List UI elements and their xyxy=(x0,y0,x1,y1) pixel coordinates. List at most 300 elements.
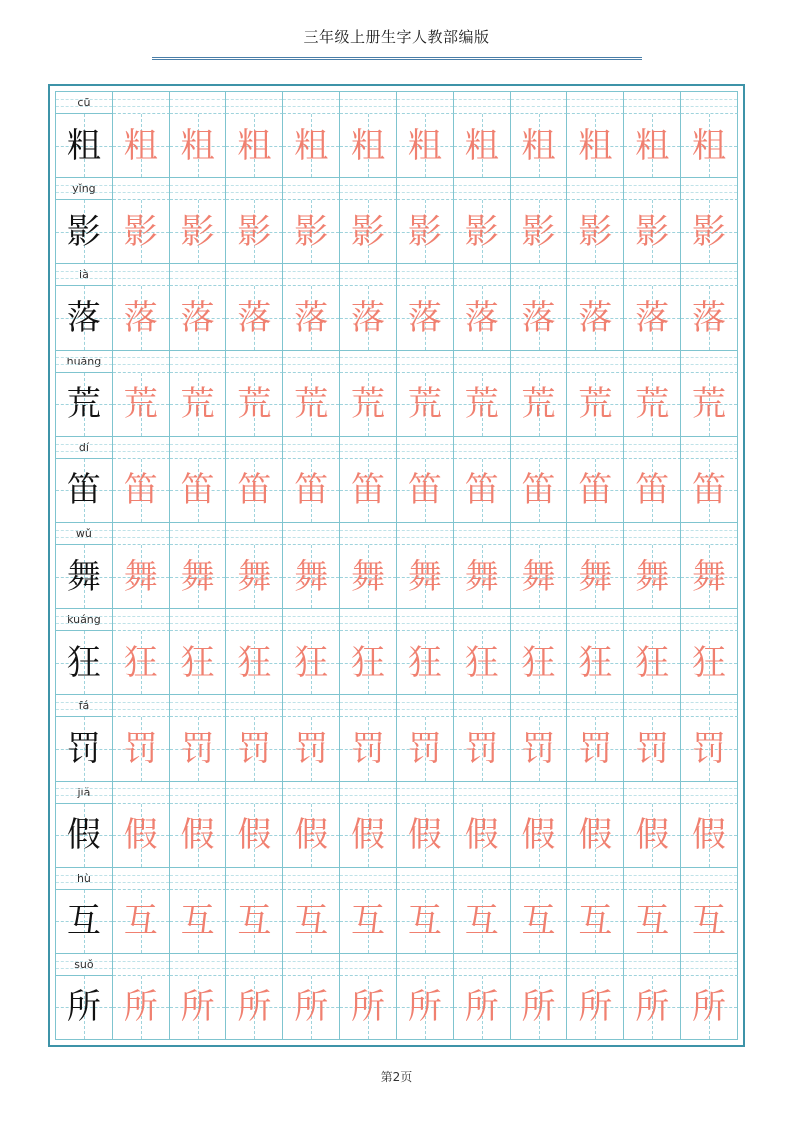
trace-character-cell xyxy=(567,890,624,954)
pinyin-blank-cell xyxy=(624,523,681,545)
pinyin-guide-line xyxy=(681,709,737,710)
pinyin-guide-line xyxy=(454,357,510,358)
pinyin-guide-line xyxy=(113,882,169,883)
pinyin-guide-line xyxy=(283,278,339,279)
trace-character-cell xyxy=(226,890,283,954)
pinyin-guide-line xyxy=(113,795,169,796)
pinyin-guide-line xyxy=(624,537,680,538)
trace-character-cell xyxy=(226,717,283,781)
trace-character: 狂 xyxy=(464,642,499,683)
pinyin-guide-line xyxy=(624,364,680,365)
trace-character-cell xyxy=(170,804,227,868)
pinyin-guide-line xyxy=(567,882,623,883)
pinyin-guide-line xyxy=(681,702,737,703)
trace-character-cell xyxy=(113,373,170,437)
pinyin-guide-line xyxy=(170,709,226,710)
pinyin-guide-line xyxy=(567,795,623,796)
pinyin-blank-cell xyxy=(170,609,227,631)
trace-character-cell xyxy=(340,545,397,609)
pinyin-guide-line xyxy=(56,537,112,538)
trace-character-cell xyxy=(226,804,283,868)
pinyin-guide-line xyxy=(681,444,737,445)
pinyin-text: kuáng xyxy=(67,613,101,627)
pinyin-guide-line xyxy=(170,702,226,703)
pinyin-blank-cell xyxy=(226,609,283,631)
pinyin-strip xyxy=(56,437,738,459)
pinyin-guide-line xyxy=(283,968,339,969)
pinyin-blank-cell xyxy=(624,954,681,976)
pinyin-blank-cell xyxy=(113,351,170,373)
pinyin-blank-cell xyxy=(511,695,568,717)
pinyin-guide-line xyxy=(340,875,396,876)
trace-character: 狂 xyxy=(123,642,158,683)
trace-character: 假 xyxy=(237,815,272,856)
title-divider xyxy=(152,57,642,60)
trace-character-cell xyxy=(511,804,568,868)
pinyin-guide-line xyxy=(624,702,680,703)
pinyin-guide-line xyxy=(113,106,169,107)
practice-row xyxy=(56,954,738,1040)
trace-character-cell xyxy=(567,373,624,437)
pinyin-blank-cell xyxy=(170,92,227,114)
practice-row xyxy=(56,695,738,781)
pinyin-guide-line xyxy=(511,364,567,365)
trace-character-cell xyxy=(340,286,397,350)
pinyin-guide-line xyxy=(340,795,396,796)
pinyin-guide-line xyxy=(454,278,510,279)
trace-character-cell xyxy=(226,631,283,695)
pinyin-guide-line xyxy=(340,537,396,538)
pinyin-guide-line xyxy=(681,530,737,531)
pinyin-guide-line xyxy=(170,623,226,624)
pinyin-guide-line xyxy=(56,875,112,876)
pinyin-guide-line xyxy=(681,192,737,193)
trace-character-cell xyxy=(170,890,227,954)
trace-character-cell xyxy=(511,459,568,523)
trace-character: 笛 xyxy=(180,470,215,511)
pinyin-blank-cell xyxy=(283,523,340,545)
pinyin-guide-line xyxy=(681,961,737,962)
pinyin-guide-line xyxy=(340,623,396,624)
pinyin-guide-line xyxy=(283,537,339,538)
pinyin-blank-cell xyxy=(283,868,340,890)
trace-character: 粗 xyxy=(237,125,272,166)
pinyin-blank-cell xyxy=(283,782,340,804)
pinyin-text: jiǎ xyxy=(77,785,91,799)
character-strip xyxy=(56,631,738,695)
pinyin-guide-line xyxy=(56,961,112,962)
pinyin-guide-line xyxy=(567,357,623,358)
pinyin-guide-line xyxy=(567,788,623,789)
trace-character-cell xyxy=(283,459,340,523)
trace-character: 影 xyxy=(464,211,499,252)
trace-character-cell xyxy=(113,631,170,695)
pinyin-guide-line xyxy=(113,961,169,962)
pinyin-guide-line xyxy=(113,451,169,452)
pinyin-guide-line xyxy=(226,961,282,962)
trace-character-cell xyxy=(681,373,738,437)
pinyin-blank-cell xyxy=(340,954,397,976)
trace-character-cell xyxy=(397,286,454,350)
pinyin-blank-cell xyxy=(340,437,397,459)
pinyin-strip xyxy=(56,609,738,631)
trace-character-cell xyxy=(681,200,738,264)
trace-character: 罚 xyxy=(180,728,215,769)
trace-character: 落 xyxy=(123,297,158,338)
pinyin-guide-line xyxy=(397,709,453,710)
trace-character: 假 xyxy=(578,815,613,856)
trace-character: 所 xyxy=(521,987,556,1028)
trace-character: 舞 xyxy=(123,556,158,597)
trace-character: 假 xyxy=(635,815,670,856)
page-title-text: 三年级上册生字人教部编版 xyxy=(303,28,490,46)
pinyin-text: wǔ xyxy=(75,526,92,540)
trace-character-cell xyxy=(624,459,681,523)
pinyin-guide-line xyxy=(283,357,339,358)
trace-character-cell xyxy=(397,200,454,264)
trace-character: 影 xyxy=(521,211,556,252)
practice-row xyxy=(56,92,738,178)
trace-character: 假 xyxy=(294,815,329,856)
trace-character-cell xyxy=(454,114,511,178)
pinyin-guide-line xyxy=(397,192,453,193)
pinyin-guide-line xyxy=(113,709,169,710)
trace-character-cell xyxy=(567,459,624,523)
pinyin-guide-line xyxy=(511,271,567,272)
trace-character: 笛 xyxy=(464,470,499,511)
pinyin-blank-cell xyxy=(113,437,170,459)
trace-character-cell xyxy=(397,373,454,437)
pinyin-blank-cell xyxy=(113,609,170,631)
pinyin-guide-line xyxy=(454,192,510,193)
pinyin-blank-cell xyxy=(397,523,454,545)
pinyin-guide-line xyxy=(56,271,112,272)
pinyin-guide-line xyxy=(226,271,282,272)
trace-character: 落 xyxy=(521,297,556,338)
pinyin-guide-line xyxy=(681,788,737,789)
trace-character: 互 xyxy=(464,901,499,942)
model-character: 落 xyxy=(66,297,101,338)
pinyin-guide-line xyxy=(454,444,510,445)
pinyin-guide-line xyxy=(567,271,623,272)
pinyin-guide-line xyxy=(283,364,339,365)
pinyin-guide-line xyxy=(226,530,282,531)
pinyin-guide-line xyxy=(170,616,226,617)
pinyin-guide-line xyxy=(567,451,623,452)
pinyin-blank-cell xyxy=(283,609,340,631)
pinyin-blank-cell xyxy=(283,92,340,114)
pinyin-guide-line xyxy=(624,444,680,445)
character-strip xyxy=(56,890,738,954)
pinyin-blank-cell xyxy=(511,868,568,890)
pinyin-guide-line xyxy=(170,882,226,883)
trace-character: 狂 xyxy=(351,642,386,683)
trace-character: 粗 xyxy=(521,125,556,166)
trace-character: 影 xyxy=(237,211,272,252)
pinyin-guide-line xyxy=(340,788,396,789)
trace-character-cell xyxy=(397,631,454,695)
pinyin-blank-cell xyxy=(681,351,738,373)
trace-character-cell xyxy=(283,545,340,609)
pinyin-guide-line xyxy=(397,530,453,531)
pinyin-guide-line xyxy=(397,444,453,445)
pinyin-guide-line xyxy=(624,788,680,789)
trace-character: 荒 xyxy=(692,384,727,425)
trace-character: 影 xyxy=(635,211,670,252)
pinyin-guide-line xyxy=(454,106,510,107)
pinyin-guide-line xyxy=(397,702,453,703)
pinyin-label-cell xyxy=(56,437,113,459)
pinyin-blank-cell xyxy=(454,437,511,459)
pinyin-guide-line xyxy=(511,702,567,703)
character-strip xyxy=(56,717,738,781)
pinyin-guide-line xyxy=(681,451,737,452)
pinyin-guide-line xyxy=(681,623,737,624)
pinyin-blank-cell xyxy=(226,523,283,545)
pinyin-blank-cell xyxy=(283,178,340,200)
pinyin-blank-cell xyxy=(340,178,397,200)
pinyin-guide-line xyxy=(340,702,396,703)
pinyin-guide-line xyxy=(226,875,282,876)
trace-character: 假 xyxy=(407,815,442,856)
model-character: 粗 xyxy=(66,125,101,166)
pinyin-guide-line xyxy=(454,968,510,969)
pinyin-guide-line xyxy=(397,271,453,272)
pinyin-blank-cell xyxy=(681,954,738,976)
pinyin-guide-line xyxy=(56,968,112,969)
page-footer: 第2页 xyxy=(380,1070,413,1084)
trace-character: 荒 xyxy=(123,384,158,425)
trace-character-cell xyxy=(454,545,511,609)
pinyin-guide-line xyxy=(283,444,339,445)
trace-character-cell xyxy=(170,545,227,609)
model-character-cell xyxy=(56,890,113,954)
trace-character: 舞 xyxy=(464,556,499,597)
trace-character: 落 xyxy=(578,297,613,338)
pinyin-blank-cell xyxy=(681,695,738,717)
trace-character-cell xyxy=(113,459,170,523)
trace-character: 影 xyxy=(351,211,386,252)
pinyin-label-cell xyxy=(56,92,113,114)
pinyin-blank-cell xyxy=(567,695,624,717)
pinyin-blank-cell xyxy=(397,437,454,459)
pinyin-guide-line xyxy=(340,364,396,365)
trace-character: 罚 xyxy=(294,728,329,769)
trace-character: 罚 xyxy=(237,728,272,769)
pinyin-guide-line xyxy=(624,192,680,193)
pinyin-guide-line xyxy=(397,278,453,279)
pinyin-guide-line xyxy=(113,271,169,272)
pinyin-blank-cell xyxy=(340,351,397,373)
pinyin-guide-line xyxy=(170,192,226,193)
pinyin-guide-line xyxy=(624,882,680,883)
trace-character: 粗 xyxy=(464,125,499,166)
trace-character-cell xyxy=(283,631,340,695)
pinyin-blank-cell xyxy=(113,264,170,286)
trace-character-cell xyxy=(511,114,568,178)
character-strip xyxy=(56,976,738,1040)
pinyin-guide-line xyxy=(283,709,339,710)
pinyin-guide-line xyxy=(681,364,737,365)
trace-character-cell xyxy=(511,286,568,350)
trace-character: 狂 xyxy=(407,642,442,683)
pinyin-strip xyxy=(56,954,738,976)
trace-character-cell xyxy=(226,114,283,178)
trace-character: 粗 xyxy=(407,125,442,166)
trace-character-cell xyxy=(283,286,340,350)
pinyin-blank-cell xyxy=(567,264,624,286)
pinyin-strip xyxy=(56,264,738,286)
pinyin-blank-cell xyxy=(681,782,738,804)
model-character: 假 xyxy=(66,815,101,856)
trace-character-cell xyxy=(113,976,170,1040)
pinyin-guide-line xyxy=(56,192,112,193)
trace-character-cell xyxy=(226,286,283,350)
pinyin-guide-line xyxy=(170,99,226,100)
pinyin-guide-line xyxy=(567,99,623,100)
pinyin-guide-line xyxy=(340,530,396,531)
character-strip xyxy=(56,114,738,178)
pinyin-guide-line xyxy=(170,795,226,796)
pinyin-guide-line xyxy=(56,106,112,107)
trace-character: 互 xyxy=(407,901,442,942)
pinyin-guide-line xyxy=(170,875,226,876)
pinyin-guide-line xyxy=(511,616,567,617)
pinyin-guide-line xyxy=(113,99,169,100)
trace-character-cell xyxy=(567,286,624,350)
pinyin-blank-cell xyxy=(113,92,170,114)
pinyin-guide-line xyxy=(226,444,282,445)
trace-character-cell xyxy=(681,631,738,695)
pinyin-blank-cell xyxy=(511,437,568,459)
trace-character-cell xyxy=(681,890,738,954)
trace-character: 罚 xyxy=(521,728,556,769)
pinyin-guide-line xyxy=(113,702,169,703)
pinyin-blank-cell xyxy=(170,437,227,459)
pinyin-blank-cell xyxy=(567,868,624,890)
trace-character-cell xyxy=(340,114,397,178)
trace-character-cell xyxy=(454,373,511,437)
pinyin-guide-line xyxy=(681,795,737,796)
trace-character-cell xyxy=(397,459,454,523)
pinyin-blank-cell xyxy=(226,92,283,114)
trace-character: 狂 xyxy=(692,642,727,683)
trace-character: 互 xyxy=(123,901,158,942)
pinyin-guide-line xyxy=(226,106,282,107)
trace-character: 笛 xyxy=(635,470,670,511)
practice-row xyxy=(56,264,738,350)
pinyin-blank-cell xyxy=(397,264,454,286)
pinyin-guide-line xyxy=(454,702,510,703)
pinyin-guide-line xyxy=(624,451,680,452)
pinyin-blank-cell xyxy=(681,523,738,545)
pinyin-guide-line xyxy=(170,968,226,969)
pinyin-blank-cell xyxy=(454,954,511,976)
pinyin-guide-line xyxy=(567,709,623,710)
pinyin-guide-line xyxy=(170,278,226,279)
pinyin-guide-line xyxy=(454,788,510,789)
pinyin-guide-line xyxy=(226,278,282,279)
model-character-cell xyxy=(56,631,113,695)
pinyin-guide-line xyxy=(454,537,510,538)
pinyin-blank-cell xyxy=(681,92,738,114)
pinyin-guide-line xyxy=(681,537,737,538)
trace-character: 互 xyxy=(521,901,556,942)
model-character: 影 xyxy=(66,211,101,252)
pinyin-guide-line xyxy=(283,192,339,193)
pinyin-blank-cell xyxy=(397,868,454,890)
trace-character: 假 xyxy=(521,815,556,856)
trace-character-cell xyxy=(283,890,340,954)
pinyin-guide-line xyxy=(56,616,112,617)
pinyin-guide-line xyxy=(113,788,169,789)
trace-character: 狂 xyxy=(635,642,670,683)
pinyin-guide-line xyxy=(681,357,737,358)
trace-character-cell xyxy=(283,373,340,437)
trace-character: 笛 xyxy=(351,470,386,511)
pinyin-guide-line xyxy=(340,882,396,883)
pinyin-strip xyxy=(56,92,738,114)
pinyin-guide-line xyxy=(56,357,112,358)
pinyin-blank-cell xyxy=(511,92,568,114)
trace-character: 互 xyxy=(294,901,329,942)
pinyin-guide-line xyxy=(283,882,339,883)
practice-grid xyxy=(55,91,738,1040)
pinyin-guide-line xyxy=(226,623,282,624)
trace-character-cell xyxy=(681,114,738,178)
trace-character-cell xyxy=(624,890,681,954)
trace-character: 粗 xyxy=(180,125,215,166)
trace-character-cell xyxy=(454,804,511,868)
pinyin-blank-cell xyxy=(624,609,681,631)
pinyin-guide-line xyxy=(56,99,112,100)
pinyin-guide-line xyxy=(567,702,623,703)
trace-character-cell xyxy=(170,114,227,178)
pinyin-guide-line xyxy=(454,364,510,365)
trace-character: 笛 xyxy=(692,470,727,511)
pinyin-guide-line xyxy=(397,623,453,624)
pinyin-strip xyxy=(56,695,738,717)
trace-character-cell xyxy=(397,976,454,1040)
pinyin-guide-line xyxy=(56,185,112,186)
pinyin-guide-line xyxy=(681,185,737,186)
pinyin-guide-line xyxy=(567,106,623,107)
pinyin-blank-cell xyxy=(226,868,283,890)
pinyin-guide-line xyxy=(397,875,453,876)
trace-character-cell xyxy=(567,114,624,178)
trace-character-cell xyxy=(170,200,227,264)
pinyin-guide-line xyxy=(681,968,737,969)
pinyin-blank-cell xyxy=(681,178,738,200)
pinyin-blank-cell xyxy=(511,264,568,286)
trace-character-cell xyxy=(454,717,511,781)
pinyin-guide-line xyxy=(511,357,567,358)
pinyin-guide-line xyxy=(397,961,453,962)
pinyin-guide-line xyxy=(340,185,396,186)
pinyin-guide-line xyxy=(397,968,453,969)
pinyin-guide-line xyxy=(56,623,112,624)
trace-character: 舞 xyxy=(578,556,613,597)
pinyin-blank-cell xyxy=(454,609,511,631)
pinyin-guide-line xyxy=(226,185,282,186)
trace-character: 影 xyxy=(123,211,158,252)
pinyin-blank-cell xyxy=(226,351,283,373)
character-strip xyxy=(56,373,738,437)
trace-character: 罚 xyxy=(464,728,499,769)
pinyin-guide-line xyxy=(567,616,623,617)
pinyin-blank-cell xyxy=(511,351,568,373)
pinyin-guide-line xyxy=(170,357,226,358)
